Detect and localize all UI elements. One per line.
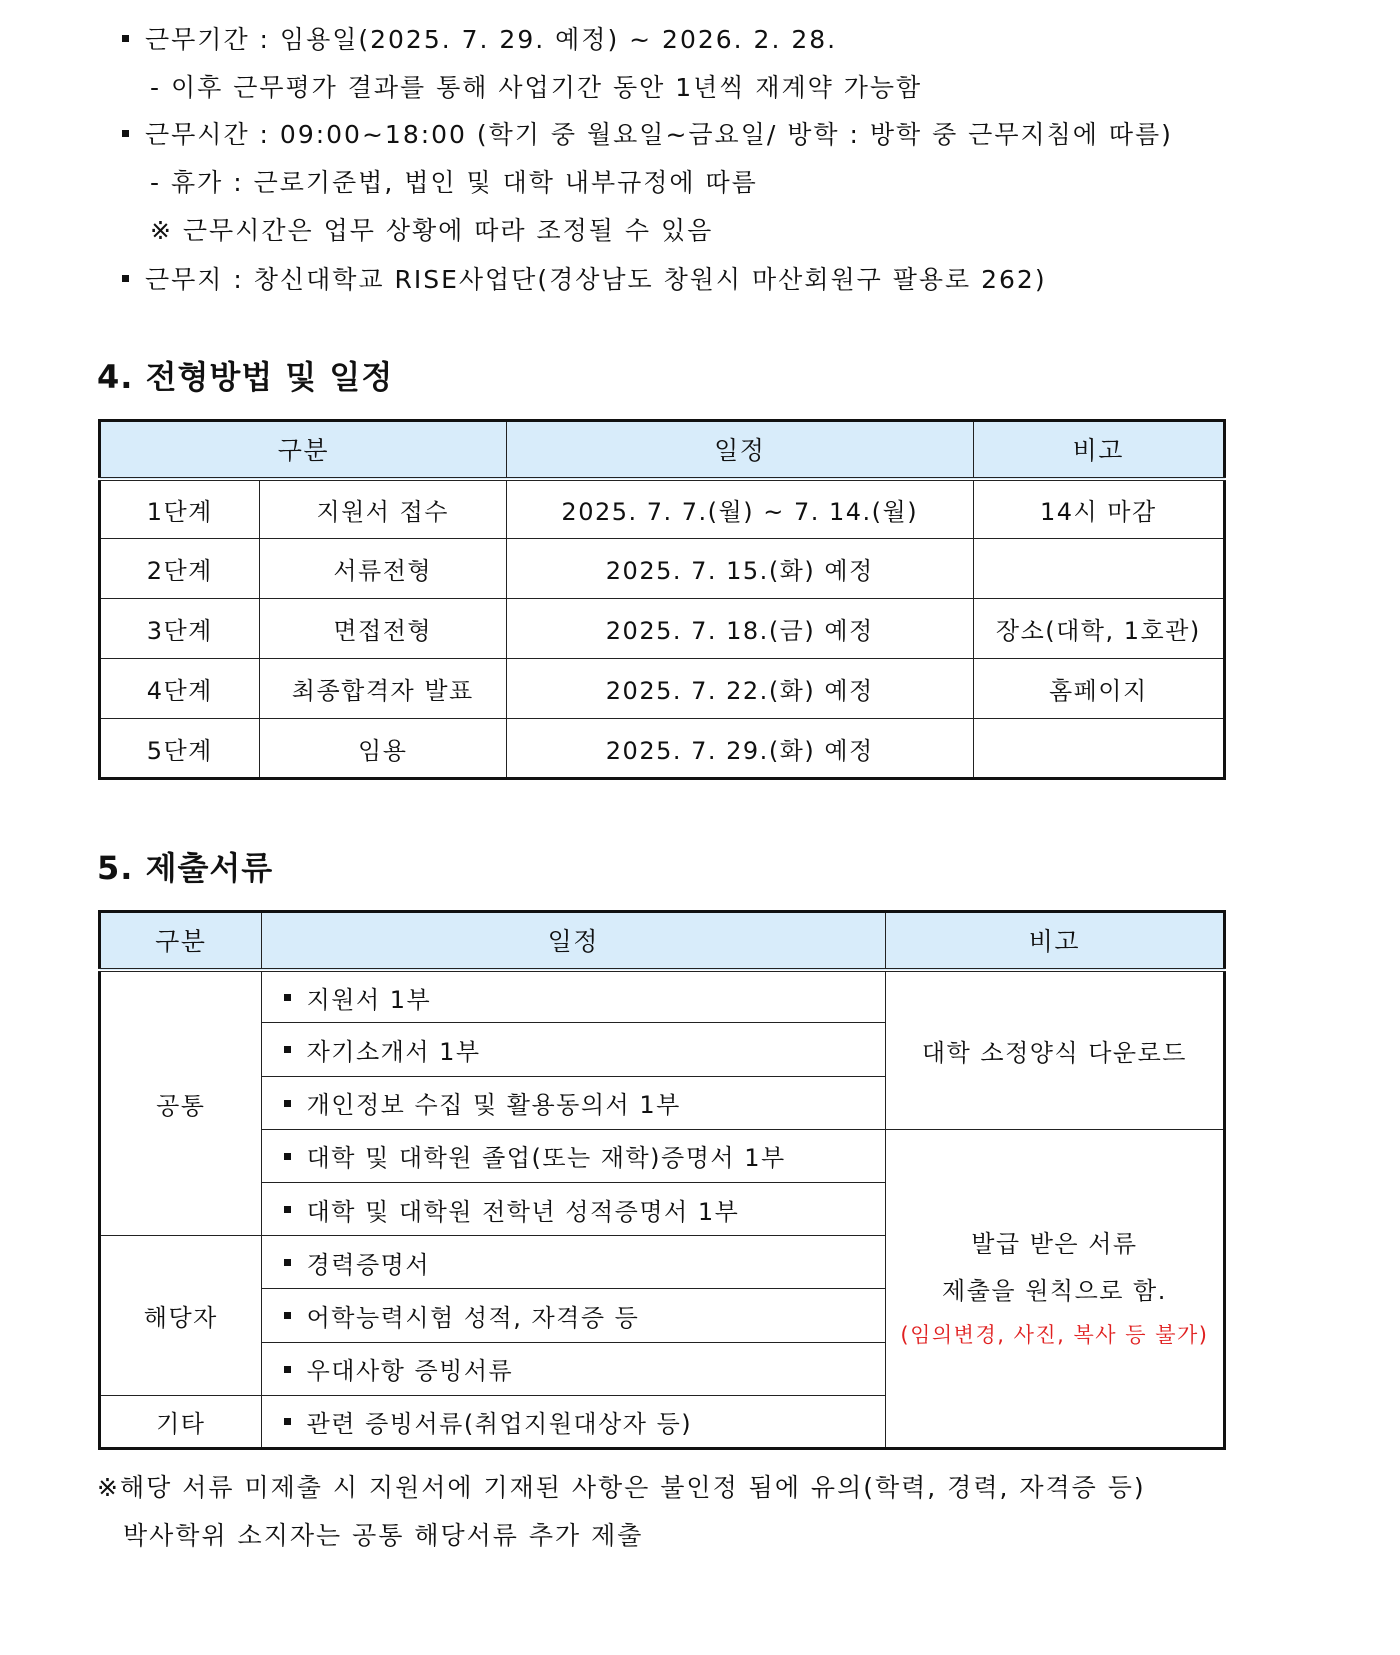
document-item-label: 우대사항 증빙서류: [306, 1357, 514, 1386]
work-hours-text: 근무시간 : 09:00~18:00 (학기 중 월요일~금요일/ 방학 : 방학 중 근무지침에 따름): [145, 120, 1173, 149]
table-row: [100, 539, 1225, 599]
bullet-icon: [284, 1206, 291, 1213]
documents-header-category: 구분: [100, 912, 262, 970]
stage-name-cell: 임용: [259, 719, 506, 779]
table-row: [100, 719, 1225, 779]
bullet-icon: [284, 1046, 291, 1053]
stage-cell: 5단계: [100, 719, 260, 779]
bullet-icon: [284, 1418, 291, 1425]
documents-header-row: [100, 912, 1225, 970]
bullet-icon: [284, 1153, 291, 1160]
table-row: [100, 1129, 1225, 1182]
stage-name-cell: 면접전형: [259, 599, 506, 659]
table-row: [100, 479, 1225, 539]
work-location-line: [122, 265, 1047, 295]
document-item-label: 대학 및 대학원 전학년 성적증명서 1부: [306, 1197, 740, 1226]
document-item: [261, 1129, 885, 1182]
stage-cell: 1단계: [100, 479, 260, 539]
group-other: 기타: [100, 1395, 262, 1448]
stage-note-cell: 장소(대학, 1호관): [973, 599, 1224, 659]
document-item-label: 관련 증빙서류(취업지원대상자 등): [306, 1409, 693, 1438]
bullet-icon: [284, 994, 291, 1001]
note-issued-warning: (임의변경, 사진, 복사 등 불가): [900, 1323, 1209, 1348]
stage-date-cell: 2025. 7. 18.(금) 예정: [506, 599, 973, 659]
work-hours-sub1: - 휴가 : 근로기준법, 법인 및 대학 내부규정에 따름: [150, 168, 758, 197]
document-item-label: 경력증명서: [306, 1250, 431, 1279]
group-common: 공통: [100, 970, 262, 1236]
document-item: [261, 1182, 885, 1235]
note-issued-line2: 제출을 원칙으로 함.: [942, 1277, 1167, 1306]
section4-title: 4. 전형방법 및 일정: [97, 358, 394, 396]
group-applicable: 해당자: [100, 1236, 262, 1396]
document-item-label: 자기소개서 1부: [306, 1037, 481, 1066]
work-period-text: 근무기간 : 임용일(2025. 7. 29. 예정) ~ 2026. 2. 28.: [145, 25, 838, 54]
bullet-icon: [284, 1259, 291, 1266]
bullet-icon: [122, 130, 129, 137]
work-hours-line: [122, 120, 1173, 150]
schedule-header-row: [100, 421, 1225, 479]
stage-note-cell: 홈페이지: [973, 659, 1224, 719]
stage-note-cell: [973, 539, 1224, 599]
schedule-header-note: 비고: [973, 421, 1224, 479]
stage-cell: 2단계: [100, 539, 260, 599]
documents-header-items: 일정: [261, 912, 885, 970]
work-period-line: [122, 25, 837, 55]
stage-name-cell: 지원서 접수: [259, 479, 506, 539]
stage-date-cell: 2025. 7. 15.(화) 예정: [506, 539, 973, 599]
note-download: 대학 소정양식 다운로드: [885, 970, 1224, 1130]
document-item-label: 지원서 1부: [306, 985, 432, 1014]
document-item: [261, 1236, 885, 1289]
stage-date-cell: 2025. 7. 7.(월) ~ 7. 14.(월): [506, 479, 973, 539]
footer-note1: ※해당 서류 미제출 시 지원서에 기재된 사항은 불인정 됨에 유의(학력, 경력, 자격증 등): [97, 1473, 1146, 1502]
document-item-label: 대학 및 대학원 졸업(또는 재학)증명서 1부: [306, 1144, 786, 1173]
schedule-header-category: 구분: [100, 421, 507, 479]
document-item: [261, 1395, 885, 1448]
document-item: [261, 1342, 885, 1395]
bullet-icon: [284, 1312, 291, 1319]
stage-date-cell: 2025. 7. 29.(화) 예정: [506, 719, 973, 779]
document-item: [261, 1023, 885, 1076]
note-issued-line1: 발급 받은 서류: [971, 1230, 1138, 1259]
table-row: [100, 599, 1225, 659]
footer-note2: 박사학위 소지자는 공통 해당서류 추가 제출: [123, 1521, 644, 1550]
stage-name-cell: 서류전형: [259, 539, 506, 599]
documents-header-note: 비고: [885, 912, 1224, 970]
document-item-label: 개인정보 수집 및 활용동의서 1부: [306, 1091, 681, 1120]
stage-note-cell: [973, 719, 1224, 779]
stage-date-cell: 2025. 7. 22.(화) 예정: [506, 659, 973, 719]
stage-name-cell: 최종합격자 발표: [259, 659, 506, 719]
note-issued: [885, 1129, 1224, 1448]
bullet-icon: [122, 35, 129, 42]
stage-cell: 4단계: [100, 659, 260, 719]
stage-cell: 3단계: [100, 599, 260, 659]
table-row: [100, 970, 1225, 1023]
document-item-label: 어학능력시험 성적, 자격증 등: [306, 1303, 640, 1332]
table-row: [100, 659, 1225, 719]
document-item: [261, 970, 885, 1023]
work-hours-sub2: ※ 근무시간은 업무 상황에 따라 조정될 수 있음: [150, 216, 714, 245]
bullet-icon: [122, 275, 129, 282]
document-item: [261, 1289, 885, 1342]
work-period-sub: - 이후 근무평가 결과를 통해 사업기간 동안 1년씩 재계약 가능함: [150, 73, 923, 102]
section5-title: 5. 제출서류: [97, 849, 274, 887]
documents-table: [98, 910, 1226, 1450]
schedule-header-date: 일정: [506, 421, 973, 479]
stage-note-cell: 14시 마감: [973, 479, 1224, 539]
bullet-icon: [284, 1100, 291, 1107]
schedule-table: [98, 419, 1226, 780]
document-item: [261, 1076, 885, 1129]
work-location-text: 근무지 : 창신대학교 RISE사업단(경상남도 창원시 마산회원구 팔용로 262): [145, 265, 1047, 294]
bullet-icon: [284, 1366, 291, 1373]
